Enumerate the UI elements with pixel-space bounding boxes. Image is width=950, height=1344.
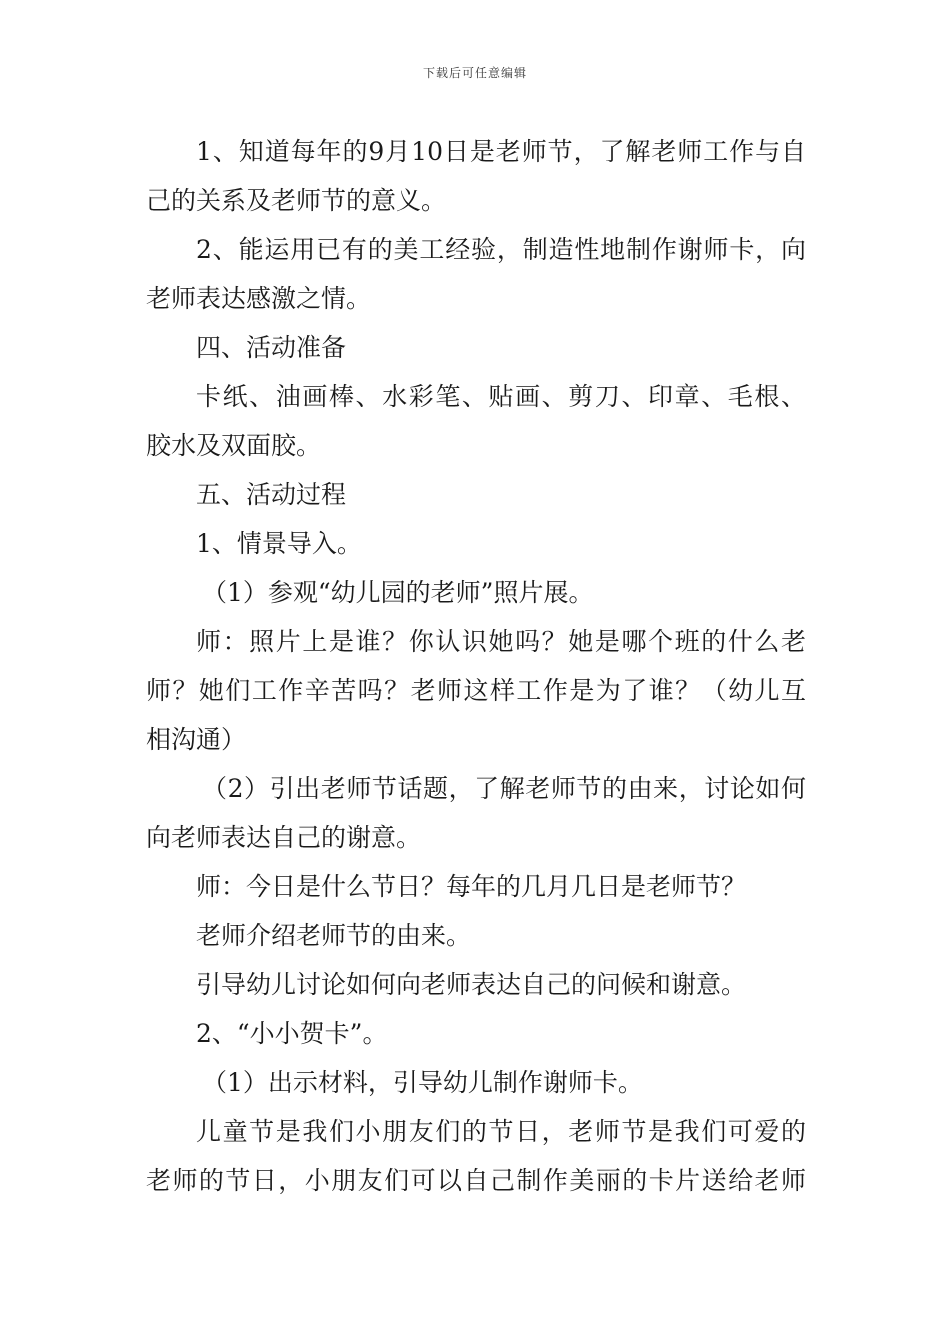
text-line: 己的关系及老师节的意义。 [146, 186, 447, 215]
text-line: 四、活动准备 [196, 333, 347, 362]
text-line: 2、能运用已有的美工经验，制造性地制作谢师卡，向 [196, 235, 806, 264]
text-line: 五、活动过程 [196, 480, 347, 509]
text-line: 老师的节日，小朋友们可以自己制作美丽的卡片送给老师 [146, 1166, 806, 1195]
text-line: 师？她们工作辛苦吗？老师这样工作是为了谁？（幼儿互 [146, 676, 806, 705]
text-line: （2）引出老师节话题，了解老师节的由来，讨论如何 [202, 774, 806, 803]
text-line: 卡纸、油画棒、水彩笔、贴画、剪刀、印章、毛根、 [196, 382, 806, 411]
text-line: 师：照片上是谁？你认识她吗？她是哪个班的什么老 [196, 627, 806, 656]
text-line: 老师表达感激之情。 [146, 284, 372, 313]
text-line: （1）参观“幼儿园的老师”照片展。 [202, 578, 594, 607]
text-line: 向老师表达自己的谢意。 [146, 823, 422, 852]
text-line: 老师介绍老师节的由来。 [196, 921, 472, 950]
text-line: 师：今日是什么节日？每年的几月几日是老师节？ [196, 872, 747, 901]
text-line: 引导幼儿讨论如何向老师表达自己的问候和谢意。 [196, 970, 747, 999]
text-line: 胶水及双面胶。 [146, 431, 322, 460]
text-line: 儿童节是我们小朋友们的节日，老师节是我们可爱的 [196, 1117, 806, 1146]
text-line: 1、知道每年的9月10日是老师节，了解老师工作与自 [196, 137, 806, 166]
text-line: 相沟通） [146, 725, 247, 754]
document-body [146, 127, 806, 1205]
text-line: 2、“小小贺卡”。 [196, 1019, 388, 1048]
page-header: 下载后可任意编辑 [422, 66, 527, 80]
text-line: （1）出示材料，引导幼儿制作谢师卡。 [202, 1068, 643, 1097]
text-line: 1、情景导入。 [196, 529, 362, 558]
